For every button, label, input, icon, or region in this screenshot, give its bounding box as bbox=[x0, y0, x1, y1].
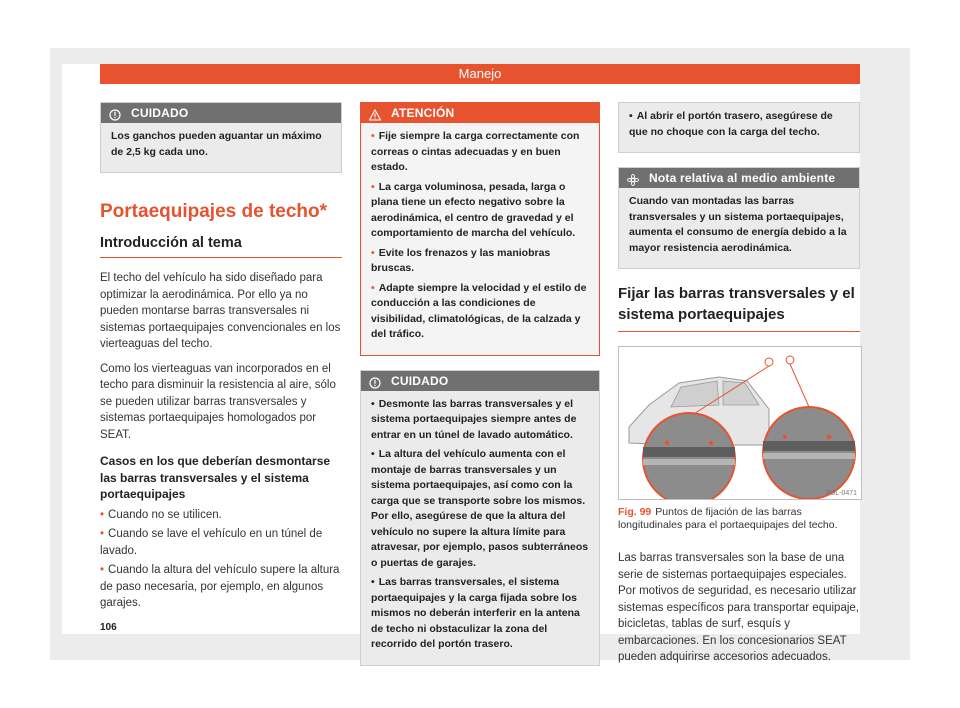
nota-title: Nota relativa al medio ambiente bbox=[649, 171, 836, 185]
figure-99 bbox=[618, 346, 862, 500]
paragraph: El techo del vehículo ha sido diseñado para optimizar la aerodinámica. Por ello ya no pueden montarse barras transversales ni sistemas portaequipajes convencionales en los vierteaguas del techo. bbox=[100, 272, 341, 350]
list-item: • Cuando no se utilicen. bbox=[100, 508, 222, 521]
nota-header bbox=[619, 168, 859, 188]
subsection-title: Introducción al tema bbox=[100, 235, 342, 258]
cuidado-box bbox=[100, 102, 342, 173]
warning-triangle-icon bbox=[369, 107, 381, 119]
chapter-header: Manejo bbox=[100, 64, 860, 84]
cuidado-text: Los ganchos pueden aguantar un máximo de 2,5 kg cada uno. bbox=[111, 130, 322, 158]
caution-item: • La altura del vehículo aumenta con el montaje de barras transversales y un sistema portaequipajes, así como con la carga que se transporte sobre los mismos. Por ello, asegúrese de que la altura del vehículo no supere la altura límite para atravesar, por ejemplo, pasos subterráneos o puertas de garajes. bbox=[371, 447, 589, 571]
section-title: Portaequipajes de techo* bbox=[100, 201, 328, 222]
nota-box bbox=[618, 167, 860, 269]
cuidado-title: CUIDADO bbox=[131, 106, 189, 120]
warning-item: • Adapte siempre la velocidad y el estilo de conducción a las condiciones de visibilidad, climatológicas, de la calzada y del tráfico. bbox=[371, 281, 589, 343]
caution-item: • Las barras transversales, el sistema portaequipajes y la carga fijada sobre los mismos no deberán interferir en la antena de techo ni obstaculizar la zona del recorrido del portón trasero. bbox=[371, 575, 589, 653]
environment-icon bbox=[627, 172, 639, 184]
caution-item: • Al abrir el portón trasero, asegúrese de que no choque con la carga del techo. bbox=[629, 109, 849, 140]
section-title: Fijar las barras transversales y el sistema portaequipajes bbox=[618, 283, 860, 332]
caution-item: • Desmonte las barras transversales y el sistema portaequipajes siempre antes de entrar en un túnel de lavado automático. bbox=[371, 397, 589, 444]
cuidado-box bbox=[360, 370, 600, 666]
atencion-title: ATENCIÓN bbox=[391, 106, 455, 120]
info-circle-icon bbox=[109, 107, 121, 119]
figure-caption bbox=[618, 506, 860, 532]
caption-text: Puntos de fijación de las barras longitudinales para el portaequipajes del techo. bbox=[618, 506, 838, 531]
paragraph: Las barras transversales son la base de una serie de sistemas portaequipajes especiales. Por motivos de seguridad, es necesario utilizar sistemas específicos para transportar equipaje, bicicletas, tablas de surf, esquís y embarcaciones. En los concesionarios SEAT pueden adquirirse accesorios adecuados. bbox=[618, 552, 859, 663]
list-item: • Cuando se lave el vehículo en un túnel de lavado. bbox=[100, 528, 323, 557]
atencion-box bbox=[360, 102, 600, 356]
figure-code: B5L-0471 bbox=[826, 490, 857, 497]
warning-item: • La carga voluminosa, pesada, larga o plana tiene un efecto negativo sobre la aerodinámica, el centro de gravedad y el comportamiento de marcha del vehículo. bbox=[371, 180, 589, 242]
left-column bbox=[100, 102, 342, 615]
car-roof-illustration bbox=[619, 347, 861, 499]
warning-item: • Evite los frenazos y las maniobras bruscas. bbox=[371, 246, 589, 277]
middle-column bbox=[360, 102, 600, 680]
cuidado-header bbox=[361, 371, 599, 391]
warning-item: • Fije siempre la carga correctamente con correas o cintas adecuadas y en buen estado. bbox=[371, 129, 589, 176]
atencion-header bbox=[361, 103, 599, 123]
figure-label: Fig. 99 bbox=[618, 506, 652, 518]
cuidado-title: CUIDADO bbox=[391, 373, 449, 388]
nota-text: Cuando van montadas las barras transversales y un sistema portaequipajes, aumenta el consumo de energía debido a la mayor resistencia aerodinámica. bbox=[629, 195, 847, 254]
paragraph: Como los vierteaguas van incorporados en el techo para disminuir la resistencia al aire, sólo se pueden utilizar barras transversales y sistemas portaequipajes homologados por SEAT. bbox=[100, 362, 336, 441]
list-item: • Cuando la altura del vehículo supere la altura de paso necesaria, por ejemplo, en algunos garajes. bbox=[100, 564, 340, 609]
cases-heading: Casos en los que deberían desmontarse las barras transversales y el sistema portaequipajes bbox=[100, 454, 331, 501]
right-column bbox=[618, 102, 860, 674]
cuidado-header bbox=[101, 103, 341, 123]
page-number: 106 bbox=[100, 622, 117, 633]
info-circle-icon bbox=[369, 375, 381, 387]
continued-caution-box bbox=[618, 102, 860, 153]
